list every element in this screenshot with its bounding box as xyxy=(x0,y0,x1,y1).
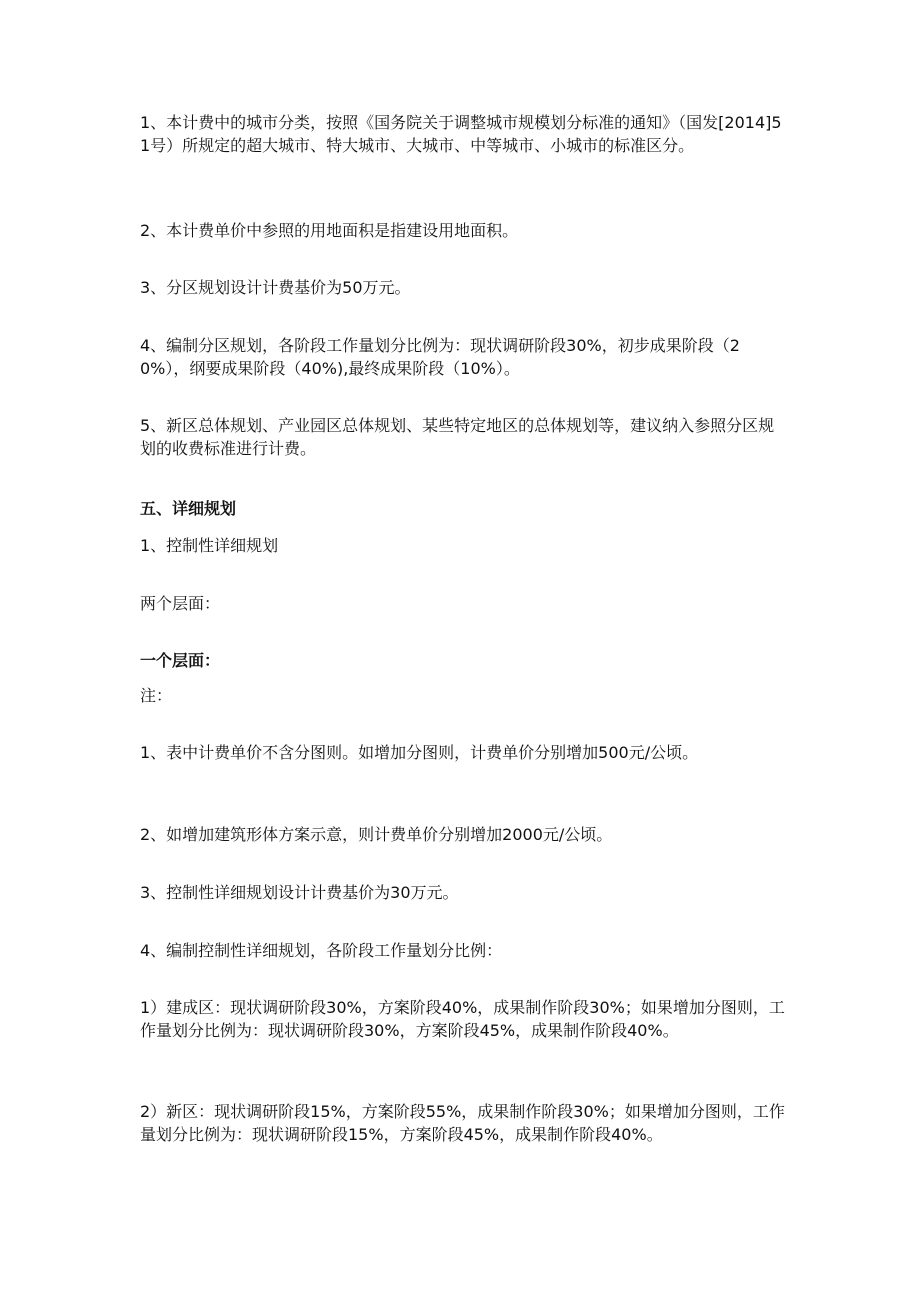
note-regulatory-base-price: 3、控制性详细规划设计计费基价为30万元。 xyxy=(140,883,459,902)
label-notes: 注： xyxy=(140,686,173,705)
note-regulatory-stage-ratio: 4、编制控制性详细规划，各阶段工作量划分比例： xyxy=(140,941,503,960)
note-sub-map-price: 1、表中计费单价不含分图则。如增加分图则，计费单价分别增加500元/公顷。 xyxy=(140,743,699,762)
label-one-level: 一个层面： xyxy=(140,651,221,670)
note-new-district-planning: 5、新区总体规划、产业园区总体规划、某些特定地区的总体规划等，建议纳入参照分区规划的收费标准进行计费。 xyxy=(140,416,775,458)
note-built-area-ratio: 1）建成区：现状调研阶段30%，方案阶段40%，成果制作阶段30%；如果增加分图则，工作量划分比例为：现状调研阶段30%，方案阶段45%，成果制作阶段40%。 xyxy=(140,998,785,1040)
note-district-base-price: 3、分区规划设计计费基价为50万元。 xyxy=(140,278,411,297)
label-two-levels: 两个层面： xyxy=(140,594,221,613)
note-city-classification: 1、本计费中的城市分类，按照《国务院关于调整城市规模划分标准的通知》（国发[2014]51号）所规定的超大城市、特大城市、大城市、中等城市、小城市的标准区分。 xyxy=(140,113,782,155)
subsection-regulatory-plan: 1、控制性详细规划 xyxy=(140,536,279,555)
note-new-district-ratio: 2）新区：现状调研阶段15%，方案阶段55%，成果制作阶段30%；如果增加分图则，工作量划分比例为：现状调研阶段15%，方案阶段45%，成果制作阶段40%。 xyxy=(140,1102,785,1144)
note-building-form-price: 2、如增加建筑形体方案示意，则计费单价分别增加2000元/公顷。 xyxy=(140,825,613,844)
note-district-stage-ratio: 4、编制分区规划，各阶段工作量划分比例为：现状调研阶段30%，初步成果阶段（20%），纲要成果阶段（40%),最终成果阶段（10%）。 xyxy=(140,336,740,378)
note-land-area: 2、本计费单价中参照的用地面积是指建设用地面积。 xyxy=(140,221,519,240)
section-heading-detailed-planning: 五、详细规划 xyxy=(140,499,237,518)
